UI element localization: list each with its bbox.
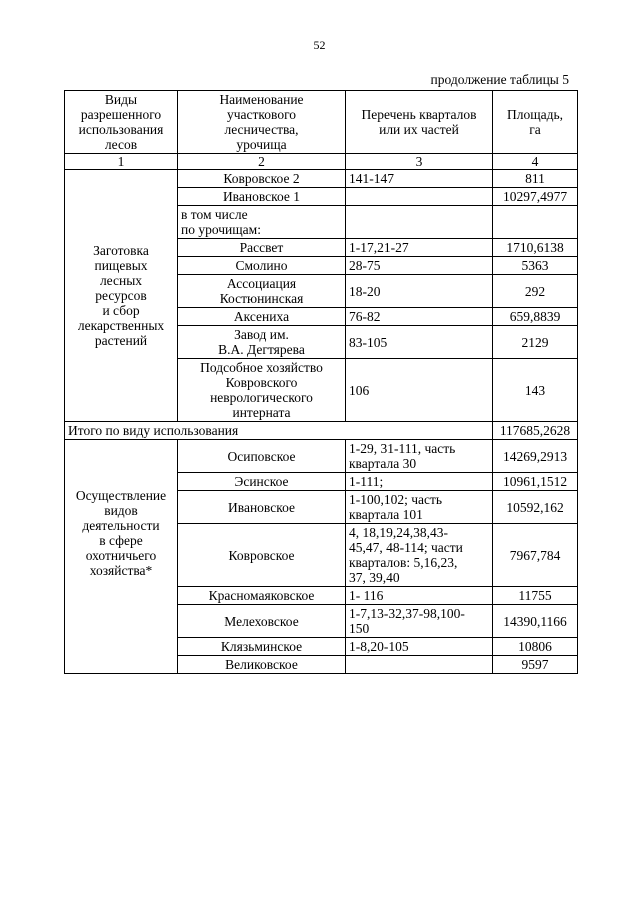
column-number: 2	[178, 154, 346, 170]
area-cell: 10592,162	[493, 491, 578, 524]
continuation-label: продолжение таблицы 5	[430, 72, 569, 87]
forestry-name-cell: Подсобное хозяйство Ковровского неврологического интерната	[178, 359, 346, 422]
area-cell: 292	[493, 275, 578, 308]
quarters-cell	[346, 206, 493, 239]
quarters-cell: 83-105	[346, 326, 493, 359]
forestry-name-cell: Ковровское 2	[178, 170, 346, 188]
area-cell: 11755	[493, 587, 578, 605]
area-cell: 10297,4977	[493, 188, 578, 206]
forestry-name-cell: Осиповское	[178, 440, 346, 473]
column-number: 4	[493, 154, 578, 170]
forestry-name-cell: Великовское	[178, 656, 346, 674]
forestry-name-cell: Ассоциация Костюнинская	[178, 275, 346, 308]
forestry-name-cell: Рассвет	[178, 239, 346, 257]
usage-type-cell: Заготовка пищевых лесных ресурсов и сбор лекарственных растений	[65, 170, 178, 422]
total-area: 117685,2628	[493, 422, 578, 440]
header-cell: Наименование участкового лесничества, урочища	[178, 91, 346, 154]
area-cell: 10806	[493, 638, 578, 656]
area-cell	[493, 206, 578, 239]
area-cell: 14390,1166	[493, 605, 578, 638]
forestry-name-cell: Красномаяковское	[178, 587, 346, 605]
area-cell: 811	[493, 170, 578, 188]
area-cell: 2129	[493, 326, 578, 359]
usage-type-cell: Осуществление видов деятельности в сфере охотничьего хозяйства*	[65, 440, 178, 674]
quarters-cell: 1- 116	[346, 587, 493, 605]
quarters-cell: 76-82	[346, 308, 493, 326]
forestry-name-cell: Эсинское	[178, 473, 346, 491]
header-cell: Виды разрешенного использования лесов	[65, 91, 178, 154]
quarters-cell: 1-29, 31-111, часть квартала 30	[346, 440, 493, 473]
header-row	[65, 91, 578, 154]
forestry-name-cell: Ивановское 1	[178, 188, 346, 206]
forestry-name-cell: в том числе по урочищам:	[178, 206, 346, 239]
forestry-name-cell: Ивановское	[178, 491, 346, 524]
area-cell: 9597	[493, 656, 578, 674]
page-number: 52	[313, 38, 326, 52]
resources-table	[64, 90, 578, 674]
quarters-cell: 1-100,102; часть квартала 101	[346, 491, 493, 524]
total-row	[65, 422, 578, 440]
column-number: 1	[65, 154, 178, 170]
quarters-cell: 141-147	[346, 170, 493, 188]
quarters-cell: 1-17,21-27	[346, 239, 493, 257]
column-number-row	[65, 154, 578, 170]
area-cell: 5363	[493, 257, 578, 275]
forestry-name-cell: Завод им. В.А. Дегтярева	[178, 326, 346, 359]
quarters-cell: 1-111;	[346, 473, 493, 491]
area-cell: 659,8839	[493, 308, 578, 326]
quarters-cell: 1-7,13-32,37-98,100- 150	[346, 605, 493, 638]
forestry-name-cell: Клязьминское	[178, 638, 346, 656]
quarters-cell: 4, 18,19,24,38,43- 45,47, 48-114; части кварталов: 5,16,23, 37, 39,40	[346, 524, 493, 587]
area-cell: 10961,1512	[493, 473, 578, 491]
quarters-cell: 28-75	[346, 257, 493, 275]
forestry-name-cell: Аксениха	[178, 308, 346, 326]
forestry-name-cell: Ковровское	[178, 524, 346, 587]
forestry-name-cell: Мелеховское	[178, 605, 346, 638]
header-cell: Перечень кварталов или их частей	[346, 91, 493, 154]
column-number: 3	[346, 154, 493, 170]
total-label: Итого по виду использования	[65, 422, 493, 440]
table-row	[65, 170, 578, 188]
quarters-cell: 106	[346, 359, 493, 422]
area-cell: 14269,2913	[493, 440, 578, 473]
area-cell: 1710,6138	[493, 239, 578, 257]
area-cell: 143	[493, 359, 578, 422]
quarters-cell: 18-20	[346, 275, 493, 308]
table-body	[65, 91, 578, 674]
quarters-cell: 1-8,20-105	[346, 638, 493, 656]
forestry-name-cell: Смолино	[178, 257, 346, 275]
quarters-cell	[346, 656, 493, 674]
header-cell: Площадь, га	[493, 91, 578, 154]
table-row	[65, 440, 578, 473]
quarters-cell	[346, 188, 493, 206]
area-cell: 7967,784	[493, 524, 578, 587]
